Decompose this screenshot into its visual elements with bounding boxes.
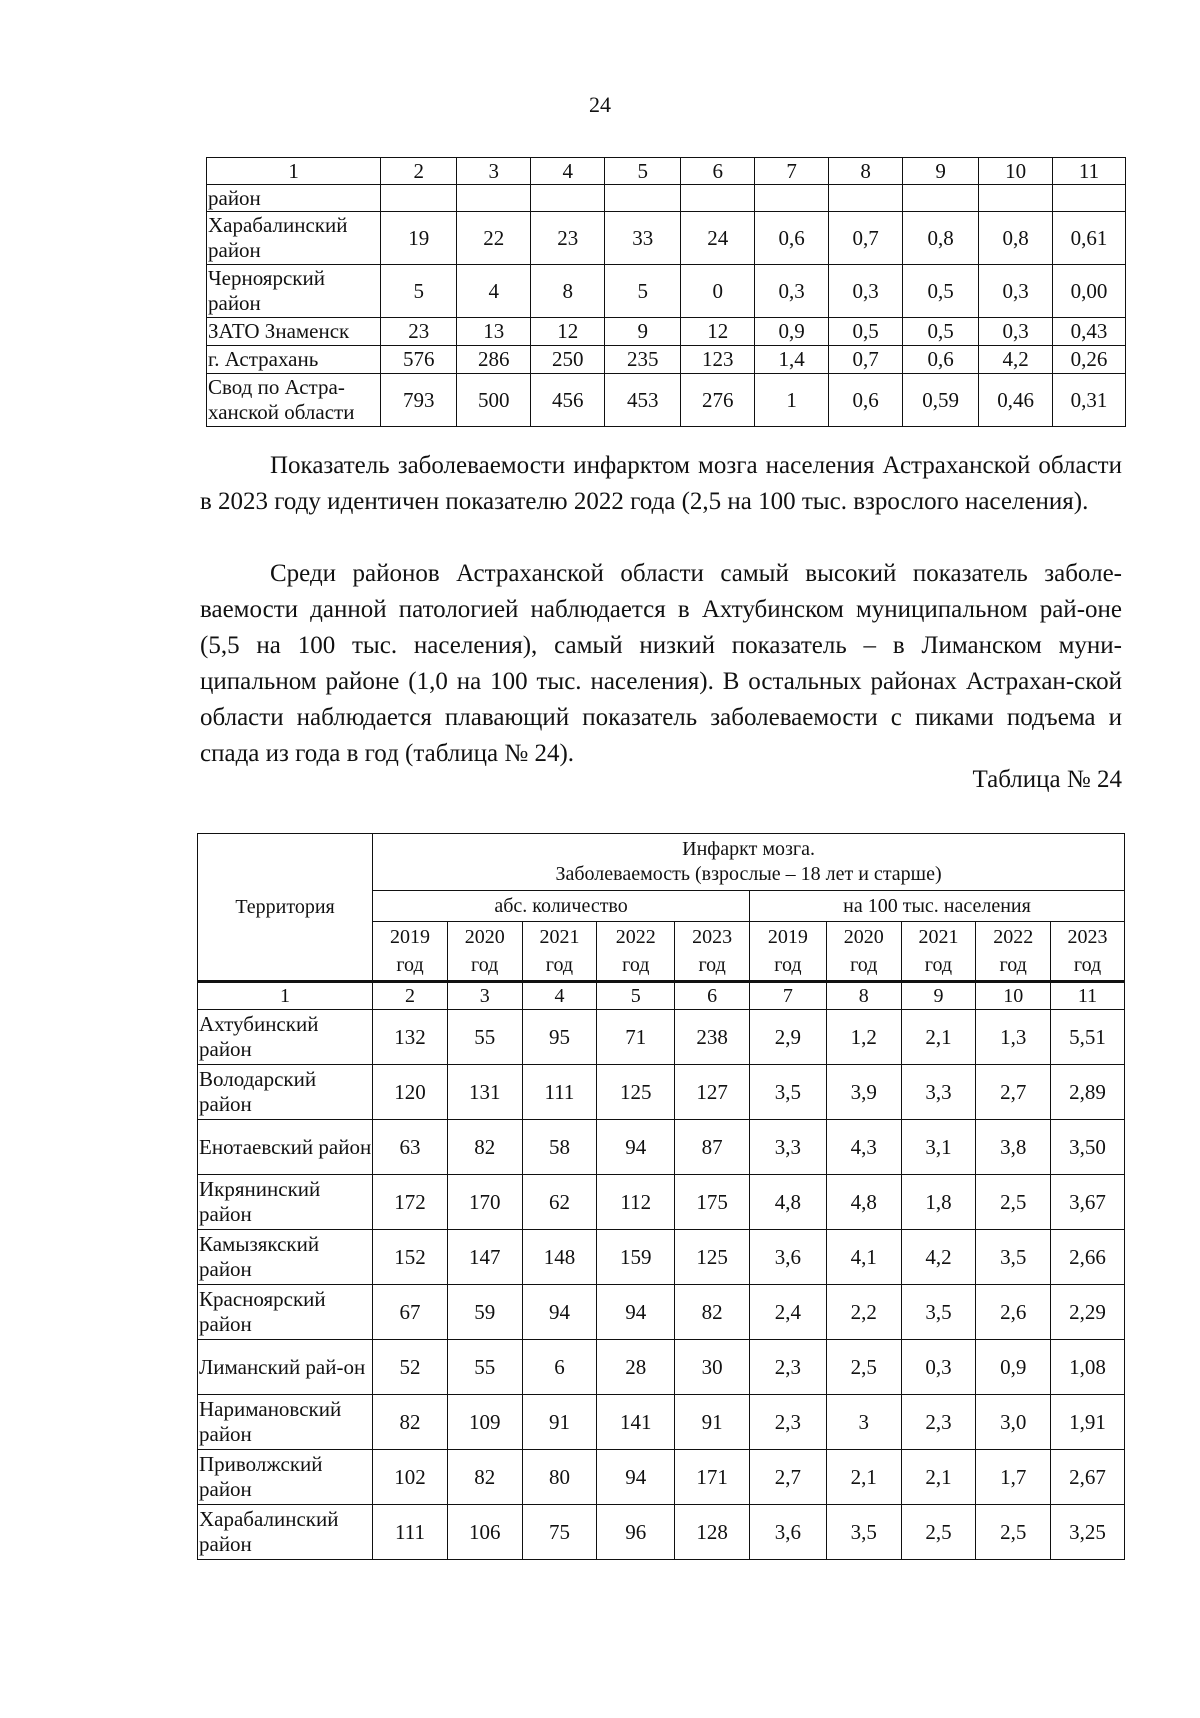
column-index: 11	[1053, 158, 1126, 185]
value-cell: 87	[675, 1120, 750, 1175]
value-cell: 2,67	[1051, 1450, 1125, 1505]
value-cell: 4	[457, 265, 531, 318]
value-cell: 1,2	[826, 1010, 901, 1065]
column-index: 4	[531, 158, 605, 185]
year-header: 2022 год	[976, 922, 1051, 982]
value-cell: 3,67	[1051, 1175, 1125, 1230]
value-cell: 152	[373, 1230, 448, 1285]
territory-header: Территория	[198, 834, 373, 982]
value-cell: 0,5	[903, 265, 979, 318]
column-index: 9	[903, 158, 979, 185]
value-cell: 3,0	[976, 1395, 1051, 1450]
value-cell: 28	[597, 1340, 675, 1395]
value-cell: 55	[447, 1340, 522, 1395]
value-cell: 3,6	[749, 1505, 826, 1560]
value-cell: 63	[373, 1120, 448, 1175]
value-cell: 3,6	[749, 1230, 826, 1285]
territory-cell: Красноярский район	[198, 1285, 373, 1340]
value-cell: 67	[373, 1285, 448, 1340]
value-cell: 3,5	[826, 1505, 901, 1560]
value-cell: 141	[597, 1395, 675, 1450]
value-cell: 5,51	[1051, 1010, 1125, 1065]
value-cell: 94	[597, 1285, 675, 1340]
value-cell: 109	[447, 1395, 522, 1450]
value-cell: 82	[447, 1120, 522, 1175]
territory-cell: ЗАТО Знаменск	[207, 318, 381, 346]
value-cell: 3,50	[1051, 1120, 1125, 1175]
value-cell: 0,5	[829, 318, 903, 346]
value-cell: 80	[522, 1450, 597, 1505]
value-cell: 0,9	[755, 318, 829, 346]
table-24	[197, 833, 1125, 1560]
value-cell: 1,8	[901, 1175, 976, 1230]
territory-cell: Наримановский район	[198, 1395, 373, 1450]
table-row	[198, 1230, 1125, 1285]
column-index: 8	[829, 158, 903, 185]
value-cell: 2,29	[1051, 1285, 1125, 1340]
value-cell: 2,5	[901, 1505, 976, 1560]
value-cell: 235	[605, 346, 681, 374]
value-cell: 22	[457, 212, 531, 265]
value-cell: 3,9	[826, 1065, 901, 1120]
value-cell: 3,5	[749, 1065, 826, 1120]
value-cell: 128	[675, 1505, 750, 1560]
value-cell: 1,4	[755, 346, 829, 374]
value-cell: 2,3	[749, 1395, 826, 1450]
value-cell: 0,3	[979, 318, 1053, 346]
territory-cell: Харабалинский район	[207, 212, 381, 265]
table-row	[198, 1065, 1125, 1120]
value-cell: 0,7	[829, 212, 903, 265]
year-header: 2019 год	[373, 922, 448, 982]
paragraph: Показатель заболеваемости инфарктом мозга населения Астраханской области в 2023 году идентичен показателю 2022 года (2,5 на 100 тыс. взрослого населения).	[200, 452, 1122, 515]
column-index: 7	[755, 158, 829, 185]
value-cell: 453	[605, 374, 681, 427]
table-row	[207, 265, 1126, 318]
value-cell: 0,6	[755, 212, 829, 265]
value-cell: 456	[531, 374, 605, 427]
value-cell: 175	[675, 1175, 750, 1230]
value-cell: 59	[447, 1285, 522, 1340]
year-header: 2019 год	[749, 922, 826, 982]
value-cell: 94	[597, 1120, 675, 1175]
value-cell: 2,4	[749, 1285, 826, 1340]
column-index: 3	[457, 158, 531, 185]
table-title-cell	[373, 834, 1125, 891]
value-cell: 3,3	[901, 1065, 976, 1120]
value-cell: 171	[675, 1450, 750, 1505]
value-cell: 102	[373, 1450, 448, 1505]
value-cell: 4,8	[826, 1175, 901, 1230]
value-cell: 3	[826, 1395, 901, 1450]
value-cell: 6	[522, 1340, 597, 1395]
table-row	[198, 1395, 1125, 1450]
table-row	[198, 1120, 1125, 1175]
table-row	[207, 212, 1126, 265]
value-cell: 71	[597, 1010, 675, 1065]
table-row	[198, 1175, 1125, 1230]
column-index: 1	[207, 158, 381, 185]
table-row	[207, 374, 1126, 427]
value-cell: 91	[522, 1395, 597, 1450]
table-caption: Таблица № 24	[972, 766, 1122, 793]
value-cell: 793	[381, 374, 457, 427]
column-index: 10	[976, 982, 1051, 1010]
value-cell: 2,3	[749, 1340, 826, 1395]
value-cell: 82	[373, 1395, 448, 1450]
territory-cell: Володарский район	[198, 1065, 373, 1120]
value-cell: 0,3	[829, 265, 903, 318]
value-cell: 0,00	[1053, 265, 1126, 318]
value-cell: 2,5	[976, 1175, 1051, 1230]
value-cell: 0,61	[1053, 212, 1126, 265]
value-cell: 132	[373, 1010, 448, 1065]
value-cell: 250	[531, 346, 605, 374]
paragraph: Среди районов Астраханской области самый высокий показатель заболе-ваемости данной патологией наблюдается в Ахтубинском муниципальном рай-оне (5,5 на 100 тыс. населения), самый низкий показатель – в Лиманском муни-ципальном районе (1,0 на 100 тыс. населения). В остальных районах Астрахан-ской области наблюдается плавающий показатель заболеваемости с пиками подъема и спада из года в год (таблица № 24).	[200, 560, 1122, 767]
value-cell: 4,3	[826, 1120, 901, 1175]
value-cell: 120	[373, 1065, 448, 1120]
value-cell: 3,5	[976, 1230, 1051, 1285]
value-cell: 82	[447, 1450, 522, 1505]
value-cell: 0,6	[829, 374, 903, 427]
value-cell: 0,8	[903, 212, 979, 265]
value-cell: 12	[531, 318, 605, 346]
value-cell: 8	[531, 265, 605, 318]
value-cell: 238	[675, 1010, 750, 1065]
column-index: 8	[826, 982, 901, 1010]
value-cell: 3,1	[901, 1120, 976, 1175]
value-cell: 24	[681, 212, 755, 265]
value-cell: 1,7	[976, 1450, 1051, 1505]
value-cell: 127	[675, 1065, 750, 1120]
value-cell: 52	[373, 1340, 448, 1395]
value-cell: 170	[447, 1175, 522, 1230]
table-title-line: Инфаркт мозга.	[682, 838, 815, 860]
table-row	[198, 1505, 1125, 1560]
value-cell: 4,2	[901, 1230, 976, 1285]
value-cell: 0,3	[755, 265, 829, 318]
value-cell: 4,2	[979, 346, 1053, 374]
value-cell: 2,9	[749, 1010, 826, 1065]
value-cell: 131	[447, 1065, 522, 1120]
table-title-line: Заболеваемость (взрослые – 18 лет и старше)	[555, 863, 942, 885]
value-cell: 111	[522, 1065, 597, 1120]
value-cell: 94	[522, 1285, 597, 1340]
value-cell: 1,08	[1051, 1340, 1125, 1395]
group-header-abs: абс. количество	[373, 891, 750, 922]
value-cell: 58	[522, 1120, 597, 1175]
value-cell: 2,2	[826, 1285, 901, 1340]
territory-cell: г. Астрахань	[207, 346, 381, 374]
value-cell: 123	[681, 346, 755, 374]
value-cell: 30	[675, 1340, 750, 1395]
territory-cell: Енотаевский район	[198, 1120, 373, 1175]
value-cell: 5	[605, 265, 681, 318]
territory-cell: район	[207, 185, 381, 212]
value-cell: 125	[675, 1230, 750, 1285]
value-cell: 2,5	[826, 1340, 901, 1395]
value-cell: 1,91	[1051, 1395, 1125, 1450]
value-cell: 172	[373, 1175, 448, 1230]
table-row	[198, 1010, 1125, 1065]
value-cell: 96	[597, 1505, 675, 1560]
index-row	[198, 982, 1125, 1010]
value-cell: 55	[447, 1010, 522, 1065]
value-cell: 91	[675, 1395, 750, 1450]
column-index: 10	[979, 158, 1053, 185]
territory-cell: Харабалинский район	[198, 1505, 373, 1560]
table-row	[207, 318, 1126, 346]
table-row	[198, 1450, 1125, 1505]
value-cell: 23	[381, 318, 457, 346]
value-cell: 94	[597, 1450, 675, 1505]
group-header-rate: на 100 тыс. населения	[749, 891, 1124, 922]
value-cell: 148	[522, 1230, 597, 1285]
value-cell: 2,1	[901, 1450, 976, 1505]
year-header: 2021 год	[901, 922, 976, 982]
value-cell: 4,1	[826, 1230, 901, 1285]
year-header: 2020 год	[826, 922, 901, 982]
value-cell: 111	[373, 1505, 448, 1560]
column-index: 5	[597, 982, 675, 1010]
value-cell: 0,6	[903, 346, 979, 374]
value-cell: 19	[381, 212, 457, 265]
year-header: 2021 год	[522, 922, 597, 982]
value-cell: 12	[681, 318, 755, 346]
territory-cell: Камызякский район	[198, 1230, 373, 1285]
year-header: 2023 год	[1051, 922, 1125, 982]
value-cell: 5	[381, 265, 457, 318]
column-index: 6	[675, 982, 750, 1010]
value-cell: 2,1	[901, 1010, 976, 1065]
table-continued	[206, 157, 1126, 427]
value-cell: 0,59	[903, 374, 979, 427]
value-cell: 23	[531, 212, 605, 265]
value-cell: 159	[597, 1230, 675, 1285]
column-index: 1	[198, 982, 373, 1010]
value-cell: 0,31	[1053, 374, 1126, 427]
year-header: 2020 год	[447, 922, 522, 982]
value-cell: 112	[597, 1175, 675, 1230]
value-cell: 95	[522, 1010, 597, 1065]
value-cell: 13	[457, 318, 531, 346]
value-cell: 62	[522, 1175, 597, 1230]
column-index: 9	[901, 982, 976, 1010]
value-cell: 2,6	[976, 1285, 1051, 1340]
territory-cell: Приволжский район	[198, 1450, 373, 1505]
territory-cell: Икрянинский район	[198, 1175, 373, 1230]
year-header: 2022 год	[597, 922, 675, 982]
column-index: 5	[605, 158, 681, 185]
value-cell: 3,8	[976, 1120, 1051, 1175]
column-index: 2	[373, 982, 448, 1010]
value-cell: 3,25	[1051, 1505, 1125, 1560]
value-cell: 125	[597, 1065, 675, 1120]
value-cell: 2,5	[976, 1505, 1051, 1560]
value-cell: 0	[681, 265, 755, 318]
value-cell: 0,9	[976, 1340, 1051, 1395]
value-cell: 0,46	[979, 374, 1053, 427]
column-index: 7	[749, 982, 826, 1010]
value-cell: 286	[457, 346, 531, 374]
value-cell: 2,7	[749, 1450, 826, 1505]
table-row	[207, 346, 1126, 374]
table-row	[207, 185, 1126, 212]
value-cell: 1	[755, 374, 829, 427]
value-cell: 75	[522, 1505, 597, 1560]
value-cell: 2,66	[1051, 1230, 1125, 1285]
value-cell: 82	[675, 1285, 750, 1340]
column-index: 4	[522, 982, 597, 1010]
year-header: 2023 год	[675, 922, 750, 982]
value-cell: 576	[381, 346, 457, 374]
column-index: 2	[381, 158, 457, 185]
territory-cell: Ахтубинский район	[198, 1010, 373, 1065]
column-index: 3	[447, 982, 522, 1010]
value-cell: 2,7	[976, 1065, 1051, 1120]
value-cell: 276	[681, 374, 755, 427]
value-cell: 147	[447, 1230, 522, 1285]
value-cell: 1,3	[976, 1010, 1051, 1065]
value-cell: 33	[605, 212, 681, 265]
value-cell: 2,89	[1051, 1065, 1125, 1120]
territory-cell: Свод по Астра-ханской области	[207, 374, 381, 427]
table-header-row	[207, 158, 1126, 185]
value-cell: 0,3	[901, 1340, 976, 1395]
territory-cell: Лиманский рай-он	[198, 1340, 373, 1395]
column-index: 11	[1051, 982, 1125, 1010]
table-row	[198, 1340, 1125, 1395]
value-cell: 0,5	[903, 318, 979, 346]
value-cell: 500	[457, 374, 531, 427]
value-cell: 3,5	[901, 1285, 976, 1340]
value-cell: 0,8	[979, 212, 1053, 265]
value-cell: 0,43	[1053, 318, 1126, 346]
value-cell: 3,3	[749, 1120, 826, 1175]
value-cell: 9	[605, 318, 681, 346]
page-number: 24	[589, 92, 611, 117]
value-cell: 106	[447, 1505, 522, 1560]
value-cell: 4,8	[749, 1175, 826, 1230]
column-index: 6	[681, 158, 755, 185]
value-cell: 0,7	[829, 346, 903, 374]
territory-cell: Черноярский район	[207, 265, 381, 318]
value-cell: 0,3	[979, 265, 1053, 318]
value-cell: 0,26	[1053, 346, 1126, 374]
table-row	[198, 1285, 1125, 1340]
value-cell: 2,1	[826, 1450, 901, 1505]
value-cell: 2,3	[901, 1395, 976, 1450]
